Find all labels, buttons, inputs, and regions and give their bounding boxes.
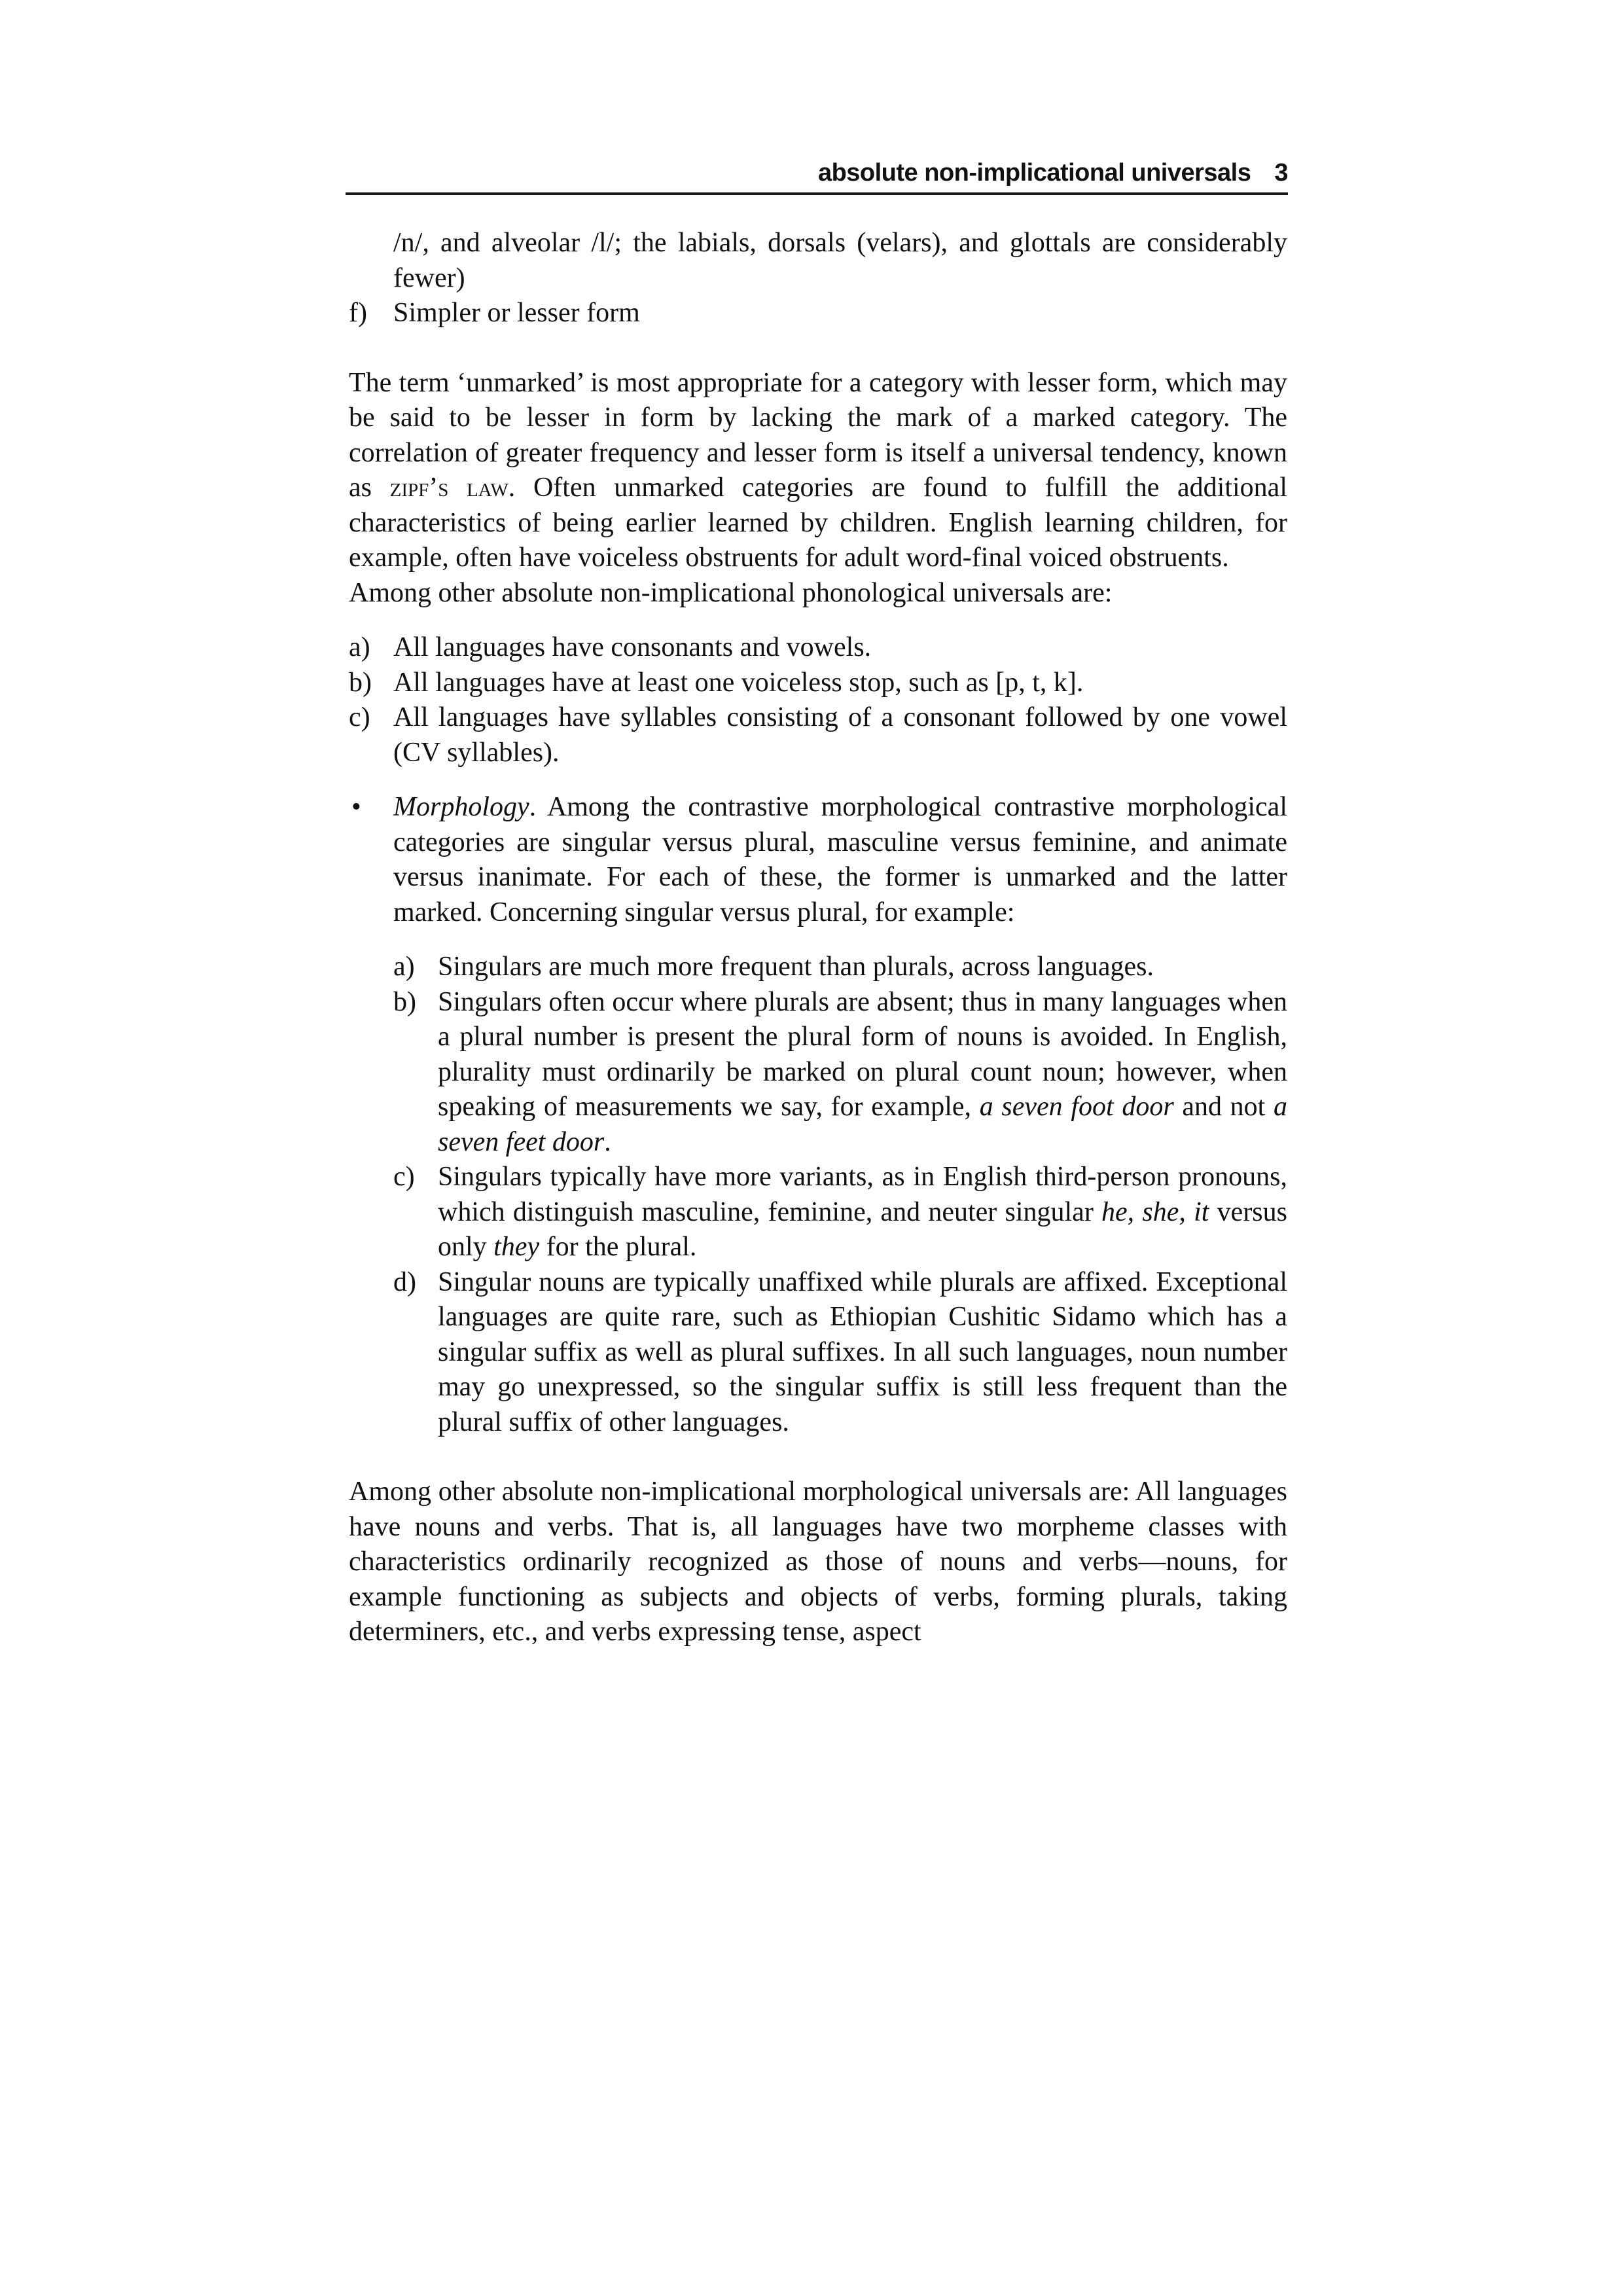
list-item [393, 1160, 1287, 1265]
list-text: and not [1173, 1092, 1274, 1122]
list-text: All languages have at least one voiceless stop, such as [p, t, k]. [393, 667, 1084, 698]
list-item [393, 985, 1287, 1160]
list-text: for the plural. [539, 1232, 697, 1262]
list-text: Singular nouns are typically unaffixed while plurals are affixed. Exceptional languages are quite rare, such as Ethiopian Cushitic Sidamo which has a singular suffix as well as plural suffixes. In all such languages, noun number may go unexpressed, so the singular suffix is still less frequent than the plural suffix of other languages. [438, 1266, 1287, 1437]
list-label: d) [393, 1266, 416, 1297]
example-phrase: he, she, it [1101, 1196, 1209, 1227]
list-text: Singulars often occur where plurals are absent; thus in many languages when a plural number is present the plural form of nouns is avoided. In English, plurality must ordinarily be marked on plural count noun; however, when speaking of measurements we say, for example, [438, 986, 1287, 1122]
list-label: a) [349, 632, 370, 662]
list-text: Simpler or lesser form [393, 298, 640, 328]
paragraph-phonological-intro: Among other absolute non-implicational phonological universals are: [349, 577, 1113, 608]
list-label: f) [349, 298, 367, 328]
list-label: a) [393, 952, 415, 982]
paragraph-text: . Often unmarked categories are found to fulfill the additional characteristics of being earlier learned by children. English learning children, for example, often have voiceless obstruents for adult word-final voiced obstruents. [349, 473, 1287, 573]
list-label: b) [349, 667, 372, 698]
list-continuation: /n/, and alveolar /l/; the labials, dorsals (velars), and glottals are considerably fewer) [393, 228, 1287, 293]
paragraph-text: The term ‘unmarked’ is most appropriate for a category with lesser form, which may be said to be lesser in form by lacking the mark of a marked category. The correlation of greater frequency and lesser form is itself a universal tendency, known as [349, 367, 1287, 503]
list-item [349, 666, 1287, 701]
example-phrase: they [493, 1232, 540, 1262]
list-text: Singulars are much more frequent than plurals, across languages. [438, 952, 1154, 982]
list-item [393, 1265, 1287, 1441]
list-item-f [349, 296, 1287, 331]
list-label: c) [393, 1162, 415, 1192]
list-text: All languages have consonants and vowels. [393, 632, 872, 662]
morphology-text: . Among the contrastive morphological contrastive morphological categories are singular versus plural, masculine versus feminine, and animate versus inanimate. For each of these, the former is unmarked and the latter marked. Concerning singular versus plural, for example: [393, 792, 1287, 927]
zipfs-law-term: zipf’s law [389, 473, 508, 503]
example-phrase: a seven feet door [438, 1092, 1287, 1157]
bullet-icon: • [351, 792, 361, 822]
morphology-heading: Morphology [393, 792, 529, 822]
page-number: 3 [1274, 159, 1288, 187]
list-text: All languages have syllables consisting of a consonant followed by one vowel (CV syllables). [393, 702, 1287, 768]
list-item [349, 630, 1287, 666]
example-phrase: a seven foot door [979, 1092, 1174, 1122]
morphology-bullet [349, 790, 1287, 930]
list-item [349, 700, 1287, 770]
list-item [393, 950, 1287, 985]
list-text: . [604, 1126, 611, 1157]
list-label: b) [393, 986, 416, 1017]
paragraph-morphological-universals: Among other absolute non-implicational morphological universals are: All languages have nouns and verbs. That is, all languages have two morpheme classes with characteristics ordinarily recognized as those of nouns and verbs—nouns, for example functioning as subjects and objects of verbs, forming plurals, taking determiners, etc., and verbs expressing tense, aspect [349, 1477, 1287, 1647]
list-text: versus only [438, 1196, 1287, 1262]
list-text: Singulars typically have more variants, as in English third-person pronouns, which distinguish masculine, feminine, and neuter singular [438, 1162, 1287, 1227]
list-label: c) [349, 702, 370, 732]
paragraph-unmarked [349, 366, 1287, 576]
morphology-list [349, 950, 1287, 1440]
page-body [349, 226, 1287, 1650]
running-title: absolute non-implicational universals [817, 159, 1251, 187]
running-header [346, 153, 1288, 195]
